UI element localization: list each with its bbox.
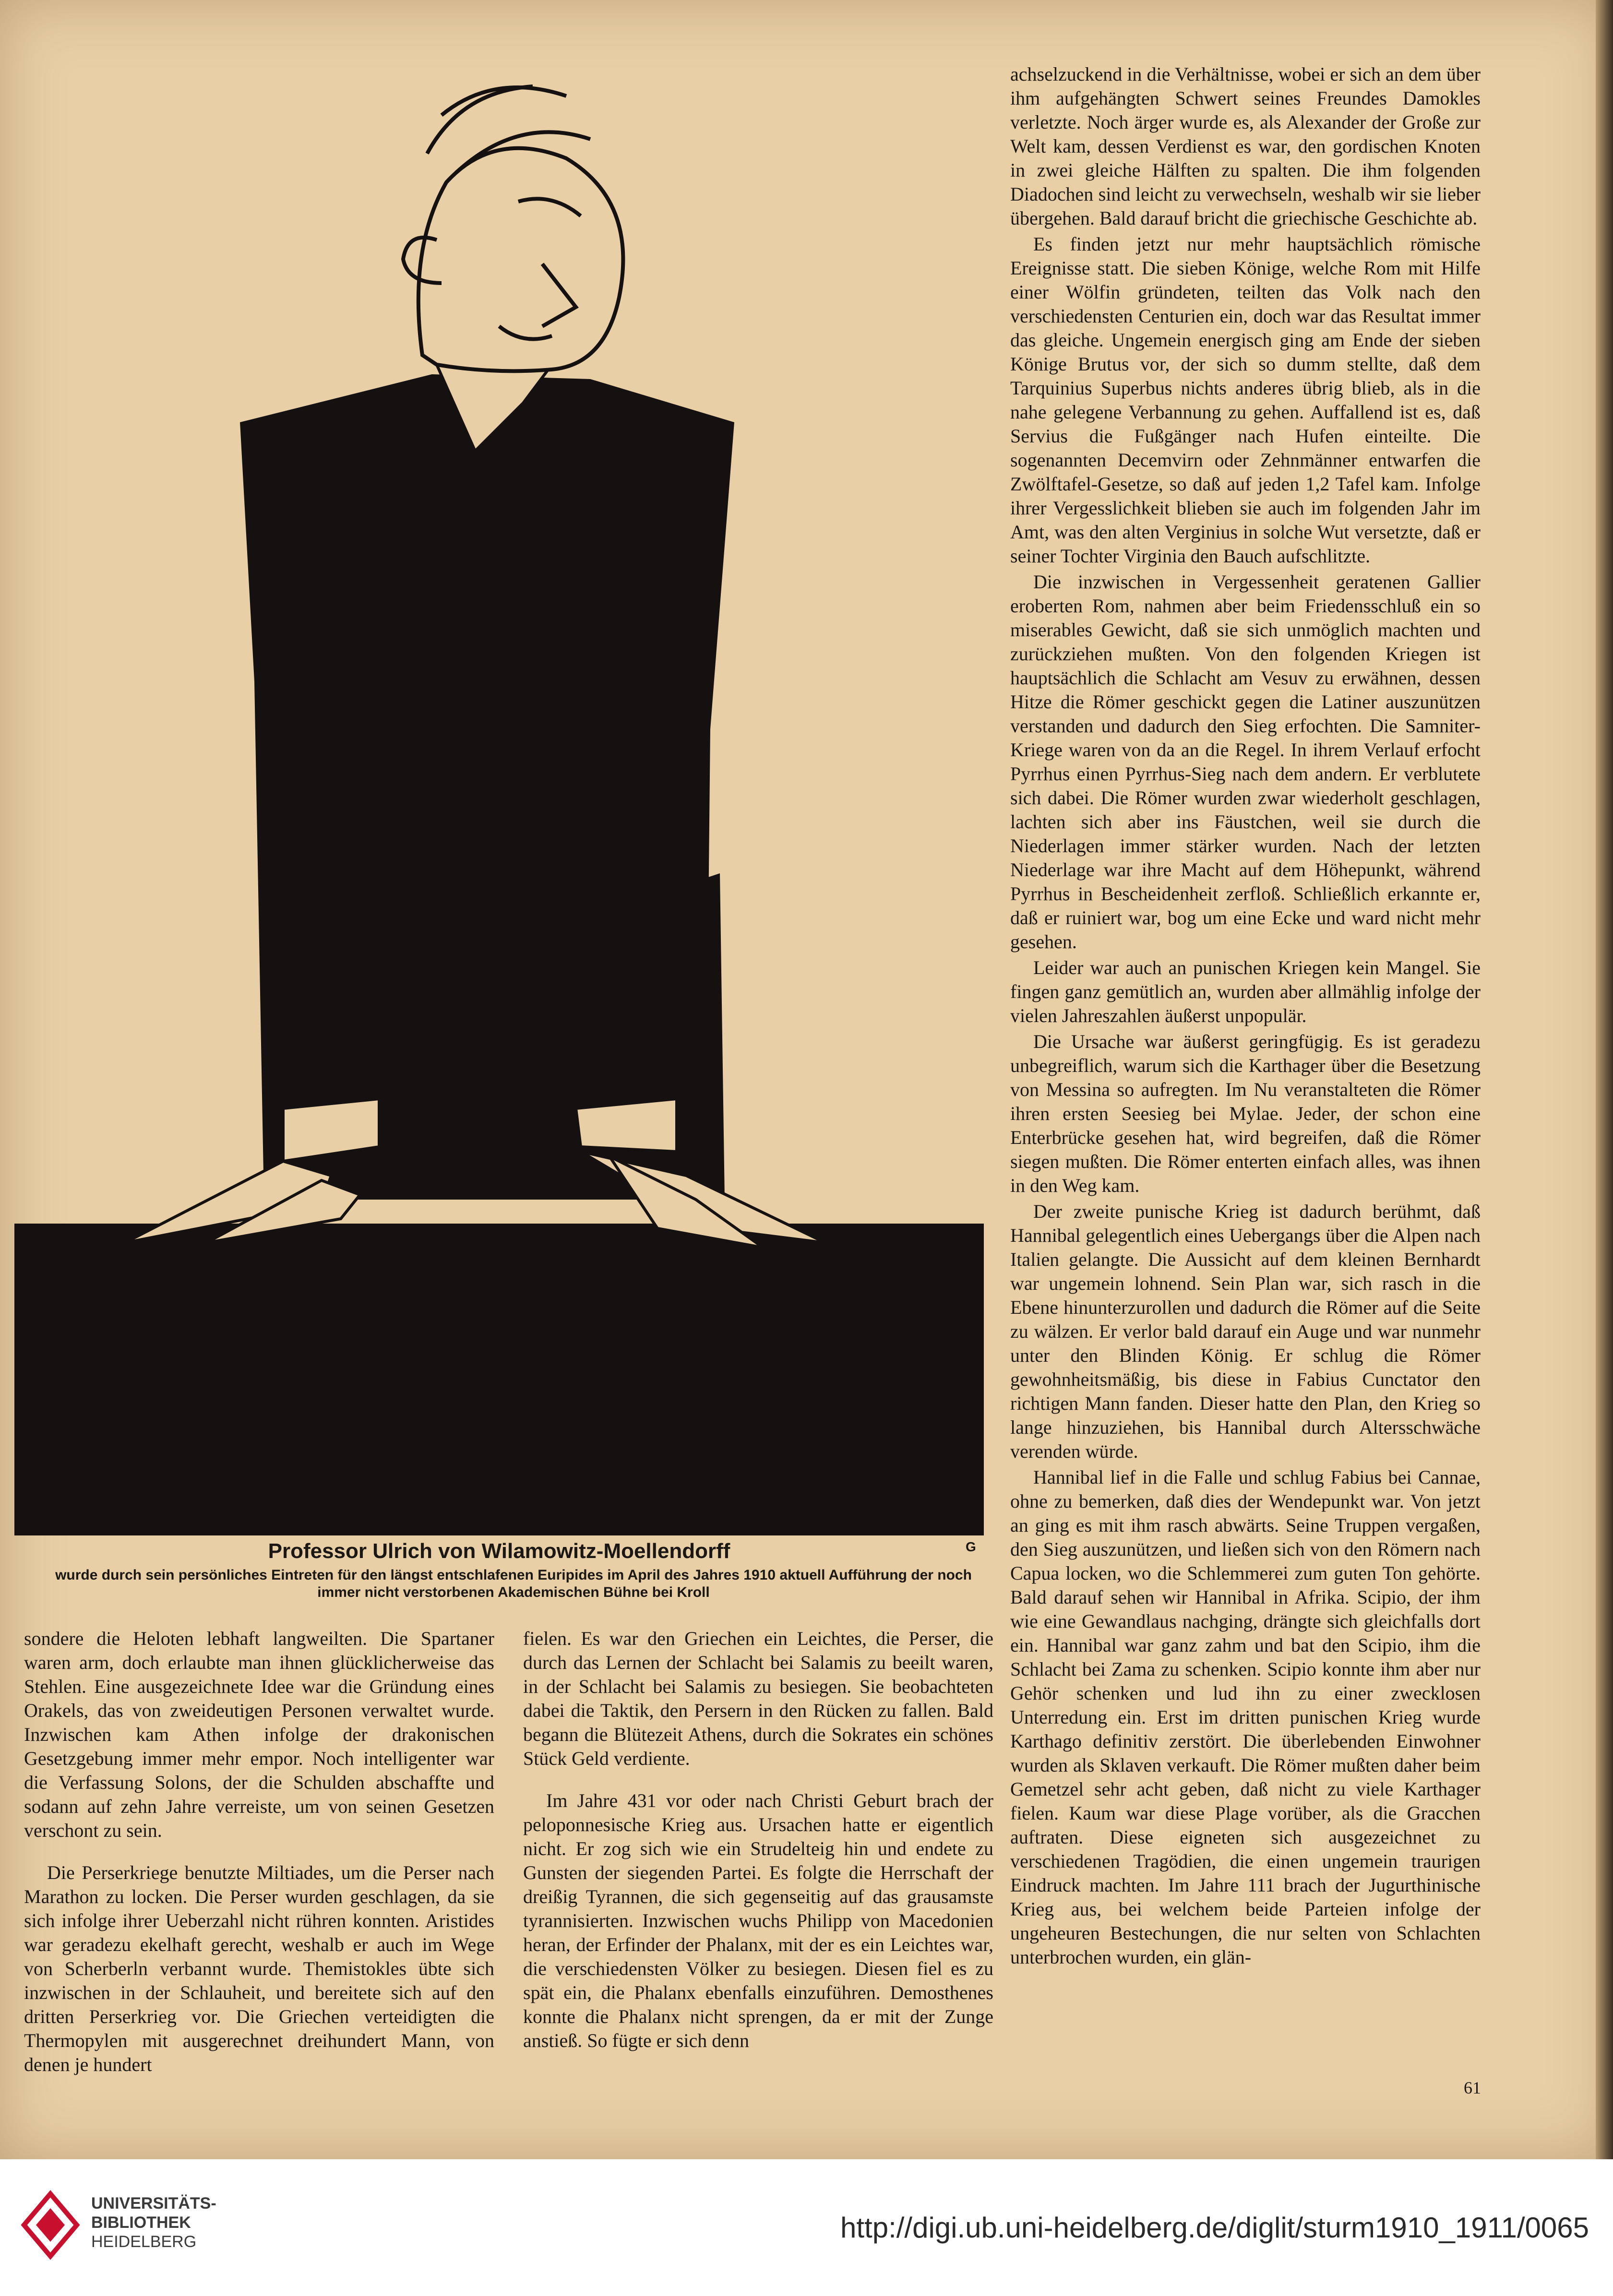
article-column-right [1010, 62, 1481, 2097]
article-column-middle [523, 1627, 993, 2106]
viewer-footer [0, 2159, 1613, 2296]
paragraph: achselzuckend in die Verhältnisse, wobei er sich an dem über ihm aufgehängten Schwert seines Freundes Damokles verletzte. Noch ärger wurde es, als Alexander der Große zur Welt kam, dessen Verdienst es war, den gordischen Knoten in zwei gleiche Hälften zu spalten. Die ihm folgenden Diadochen sind leicht zu verwechseln, weshalb wir sie lieber übergehen. Bald darauf bricht die griechische Geschichte ab. [1010, 63, 1481, 229]
page-edge [1596, 0, 1613, 2159]
library-logo-icon [19, 2189, 82, 2261]
caricature-illustration [14, 58, 989, 1535]
paragraph: Die Perserkriege benutzte Miltiades, um die Perser nach Marathon zu locken. Die Perser wurden geschlagen, da sie sich infolge ihrer Ueberzahl nicht rühren konnten. Aristides war geradezu ekelhaft gerecht, weshalb er auch im Wege von Scherberln verbannt wurde. Themistokles übte sich inzwischen in der Schlauheit, und bereitete sich auf den dritten Perserkrieg vor. Die Griechen verteidigten die Thermopylen mit ausgerechnet dreihundert Mann, von denen je hundert [24, 1862, 494, 2075]
caption-text: wurde durch sein persönliches Eintreten für den längst entschlafenen Euripides im April des Jahres 1910 aktuell Aufführung der noch immer nicht verstorbenen Akademischen Bühne bei Kroll [55, 1567, 972, 1600]
paragraph: sondere die Heloten lebhaft langweilten. Die Spartaner waren arm, doch erlaubte man ihnen glücklicherweise das Stehlen. Eine ausgezeichnete Idee war die Gründung eines Orakels, das von zweideutigen Personen verwaltet wurde. Inzwischen kam Athen infolge der drakonischen Gesetzgebung immer mehr empor. Noch intelligenter war die Verfassung Solons, der die Schulden abschaffte und sodann auf zehn Jahre verreiste, um von seinen Gesetzen verschont zu sein. [24, 1628, 494, 1841]
page-number: 61 [1464, 2078, 1481, 2097]
paragraph: Die inzwischen in Vergessenheit geratenen Gallier eroberten Rom, nahmen aber beim Friedensschluß ein so miserables Gewicht, daß sie sich unmöglich machten und zurückziehen mußten. Von den folgenden Kriegen ist hauptsächlich die Schlacht am Vesuv zu erwähnen, dessen Hitze die Römer geschickt gegen die Latiner auszunützen verstanden und dadurch den Sieg erfochten. Die Samniter-Kriege waren von da an die Regel. In ihrem Verlauf erfocht Pyrrhus einen Pyrrhus-Sieg nach dem andern. Er verblutete sich dabei. Die Römer wurden zwar wiederholt geschlagen, lachten sich aber ins Fäustchen, weil sie durch die Niederlagen immer stärker wurden. Nach der letzten Niederlage war ihre Macht auf dem Höhepunkt, während Pyrrhus in Bescheidenheit zerfloß. Schließlich erkannte er, daß er ruiniert war, bog um eine Ecke und ward nicht mehr gesehen. [1010, 571, 1481, 952]
signature-mark: G [966, 1539, 976, 1554]
permalink-url[interactable]: http://digi.ub.uni-heidelberg.de/diglit/sturm1910_1911/0065 [840, 2212, 1589, 2244]
paragraph: fielen. Es war den Griechen ein Leichtes, die Perser, die durch das Lernen der Schlacht bei Salamis zu beeilt waren, in der Schlacht bei Salamis zu besiegen. Sie beobachteten dabei die Taktik, den Persern in den Rücken zu fallen. Bald begann die Blütezeit Athens, durch die Sokrates ein schönes Stück Geld verdiente. [523, 1628, 993, 1769]
paragraph: Der zweite punische Krieg ist dadurch berühmt, daß Hannibal gelegentlich eines Uebergangs über die Alpen nach Italien gelangte. Die Aussicht auf dem kleinen Bernhardt war ungemein lohnend. Sein Plan war, sich rasch in die Ebene hinunterzurollen und dadurch die Römer auf die Seite zu wälzen. Er verlor bald darauf ein Auge und war nunmehr unter den Blinden König. Er schlug die Römer gewohnheitsmäßig, bis diese in Fabius Cunctator den richtigen Mann fanden. Dieser hatte den Plan, den Krieg so lange hinzuziehen, bis Hannibal durch Altersschwäche verenden würde. [1010, 1201, 1481, 1462]
paragraph: Leider war auch an punischen Kriegen kein Mangel. Sie fingen ganz gemütlich an, wurden aber allmählig infolge der vielen Jahreszahlen äußerst unpopulär. [1010, 957, 1481, 1026]
paragraph: Es finden jetzt nur mehr hauptsächlich römische Ereignisse statt. Die sieben Könige, welche Rom mit Hilfe einer Wölfin gründeten, teilten das Volk nach den verschiedensten Centurien ein, doch war das Resultat immer das gleiche. Ungemein energisch ging am Ende der sieben Könige Brutus vor, der sich so dumm stellte, daß dem Tarquinius Superbus nichts anderes übrig blieb, als in die nahe gelegene Verbannung zu gehen. Auffallend ist es, daß Servius die Fußgänger nach Hufen einteilte. Die sogenannten Decemvirn oder Zehnmänner entwarfen die Zwölftafel-Gesetze, so daß auf jeden 1,2 Tafel kam. Infolge ihrer Vergesslichkeit blieben sie auch im folgenden Jahr im Amt, was den alten Verginius in solche Wut versetzte, daß er seiner Tochter Virginia den Bauch aufschlitzte. [1010, 233, 1481, 567]
paragraph: Die Ursache war äußerst geringfügig. Es ist geradezu unbegreiflich, warum sich die Karthager über die Besetzung von Messina so aufregten. Im Nu veranstalteten die Römer ihren ersten Seesieg bei Mylae. Jeder, der schon eine Enterbrücke gesehen hat, wird begreifen, daß die Römer siegen mußten. Die Römer enterten einfach alles, was ihnen in den Weg kam. [1010, 1031, 1481, 1196]
paragraph: Hannibal lief in die Falle und schlug Fabius bei Cannae, ohne zu bemerken, daß dies der Wendepunkt war. Von jetzt an ging es mit ihm rasch abwärts. Seine Truppen vergaßen, den Sieg auszunützen, und ließen sich von den Römern nach Capua locken, wo die Schlemmerei zum guten Ton gehörte. Bald darauf sehen wir Hannibal in Afrika. Scipio, der ihm wie eine Gewandlaus nachging, drängte sich gleichfalls dort ein. Hannibal war ganz zahm und bat den Scipio, ihm die Schlacht bei Zama zu schenken. Scipio konnte ihm aber nur Gehör schenken und lud ihn zu einer zwecklosen Unterredung ein. Erst im dritten punischen Krieg wurde Karthago definitiv zerstört. Die überlebenden Einwohner wurden als Sklaven verkauft. Die Römer mußten daher beim Gemetzel sehr acht geben, daß nicht zu viele Karthager fielen. Kaum war diese Plage vorüber, als die Gracchen auftraten. Diese eigneten sich ausgezeichnet zu verschiedenen Tragödien, die einen ungemein traurigen Eindruck machten. Im Jahre 111 brach der Jugurthinische Krieg aus, bei welchem beide Parteien infolge der ungeheuren Bestechungen, die nur selten von Schlachten unterbrochen wurden, ein glän- [1010, 1466, 1481, 1968]
paragraph: Im Jahre 431 vor oder nach Christi Geburt brach der peloponnesische Krieg aus. Ursachen hatte er eigentlich nicht. Er zog sich wie ein Strudelteig hin und endete zu Gunsten der siegenden Partei. Es folgte die Herrschaft der dreißig Tyrannen, die sich gegenseitig auf das grausamste tyrannisierten. Inzwischen wuchs Philipp von Macedonien heran, der Erfinder der Phalanx, mit der es ein Leichtes war, die verschiedensten Völker zu besiegen. Diesen fiel es zu spät ein, die Phalanx ebenfalls einzuführen. Demosthenes konnte die Phalanx nicht sprengen, da er mit der Zunge anstieß. So fügte er sich denn [523, 1790, 993, 2051]
article-column-left [24, 1627, 494, 2106]
caption-title: Professor Ulrich von Wilamowitz-Moellendorff [268, 1539, 730, 1563]
library-name: UNIVERSITÄTS- BIBLIOTHEK HEIDELBERG [91, 2194, 216, 2251]
